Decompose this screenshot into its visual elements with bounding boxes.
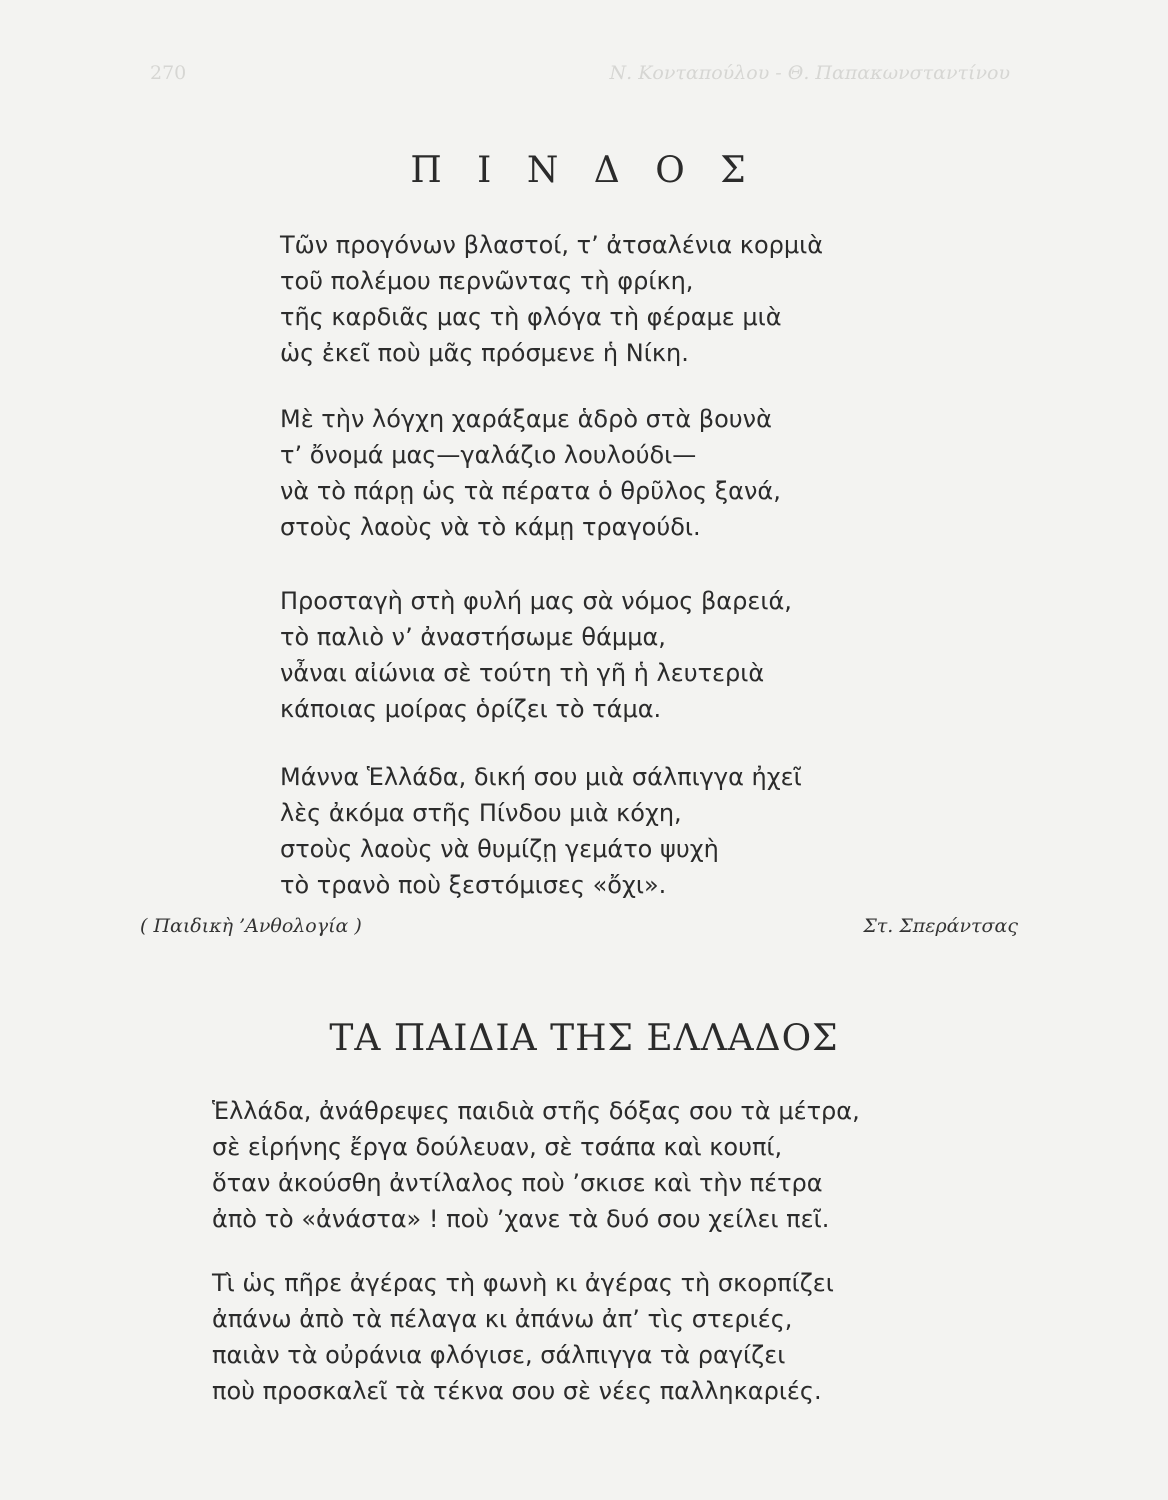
verse-line: στοὺς λαοὺς νὰ τὸ κάμῃ τραγούδι.	[280, 513, 701, 541]
verse-line: στοὺς λαοὺς νὰ θυμίζῃ γεμάτο ψυχὴ	[280, 835, 719, 863]
poem-title-text: ΤΑ ΠΑΙΔΙΑ ΤΗΣ ΕΛΛΑΔΟΣ	[329, 1018, 839, 1059]
verse-line: ἀπάνω ἀπὸ τὰ πέλαγα κι ἀπάνω ἀπ’ τὶς στεριές,	[212, 1305, 793, 1333]
poem-title-paidia	[0, 1018, 1168, 1059]
verse-line: σὲ εἰρήνης ἔργα δούλευαν, σὲ τσάπα καὶ κουπί,	[212, 1133, 783, 1161]
running-title: Ν. Κονταπούλου - Θ. Παπακωνσταντίνου	[609, 62, 1010, 84]
verse-line: ποὺ προσκαλεῖ τὰ τέκνα σου σὲ νέες παλληκαριές.	[212, 1377, 822, 1405]
poem-source: ( Παιδικὴ ’Ανθολογία )	[140, 915, 362, 937]
poem-author: Στ. Σπεράντσας	[863, 915, 1018, 937]
verse-line: λὲς ἀκόμα στῆς Πίνδου μιὰ κόχη,	[280, 799, 682, 827]
verse-line: κάποιας μοίρας ὁρίζει τὸ τάμα.	[280, 695, 662, 723]
verse-line: ὡς ἐκεῖ ποὺ μᾶς πρόσμενε ἡ Νίκη.	[280, 339, 689, 367]
verse-line: τῆς καρδιᾶς μας τὴ φλόγα τὴ φέραμε μιὰ	[280, 303, 782, 331]
verse-line: ὅταν ἀκούσθη ἀντίλαλος ποὺ ’σκισε καὶ τὴν πέτρα	[212, 1169, 823, 1197]
verse-line: τὸ τρανὸ ποὺ ξεστόμισες «ὄχι».	[280, 871, 667, 899]
verse-line: τ’ ὄνομά μας—γαλάζιο λουλούδι—	[280, 441, 697, 469]
verse-line: Τὶ ὡς πῆρε ἀγέρας τὴ φωνὴ κι ἀγέρας τὴ σκορπίζει	[212, 1269, 834, 1297]
verse-line: νὰ τὸ πάρῃ ὡς τὰ πέρατα ὁ θρῦλος ξανά,	[280, 477, 781, 505]
verse-line: Προσταγὴ στὴ φυλή μας σὰ νόμος βαρειά,	[280, 587, 792, 615]
verse-line: Ἑλλάδα, ἀνάθρεψες παιδιὰ στῆς δόξας σου τὰ μέτρα,	[212, 1097, 860, 1125]
page-number: 270	[150, 62, 187, 84]
verse-line: ἀπὸ τὸ «ἀνάστα» ! ποὺ ’χανε τὰ δυό σου χείλει πεῖ.	[212, 1205, 830, 1233]
verse-line: παιὰν τὰ οὐράνια φλόγισε, σάλπιγγα τὰ ραγίζει	[212, 1341, 786, 1369]
verse-line: τοῦ πολέμου περνῶντας τὴ φρίκη,	[280, 267, 694, 295]
running-header	[150, 62, 1010, 84]
verse-line: τὸ παλιὸ ν’ ἀναστήσωμε θάμμα,	[280, 623, 666, 651]
verse-line: Τῶν προγόνων βλαστοί, τ’ ἀτσαλένια κορμιὰ	[280, 231, 824, 259]
verse-line: νἆναι αἰώνια σὲ τούτη τὴ γῆ ἡ λευτεριὰ	[280, 659, 765, 687]
verse-line: Μὲ τὴν λόγχη χαράξαμε ἁδρὸ στὰ βουνὰ	[280, 405, 772, 433]
poem-title-pindos	[0, 150, 1168, 191]
verse-line: Μάννα Ἑλλάδα, δική σου μιὰ σάλπιγγα ἠχεῖ	[280, 763, 802, 791]
poem-title-text: Π Ι Ν Δ Ο Σ	[410, 150, 758, 191]
